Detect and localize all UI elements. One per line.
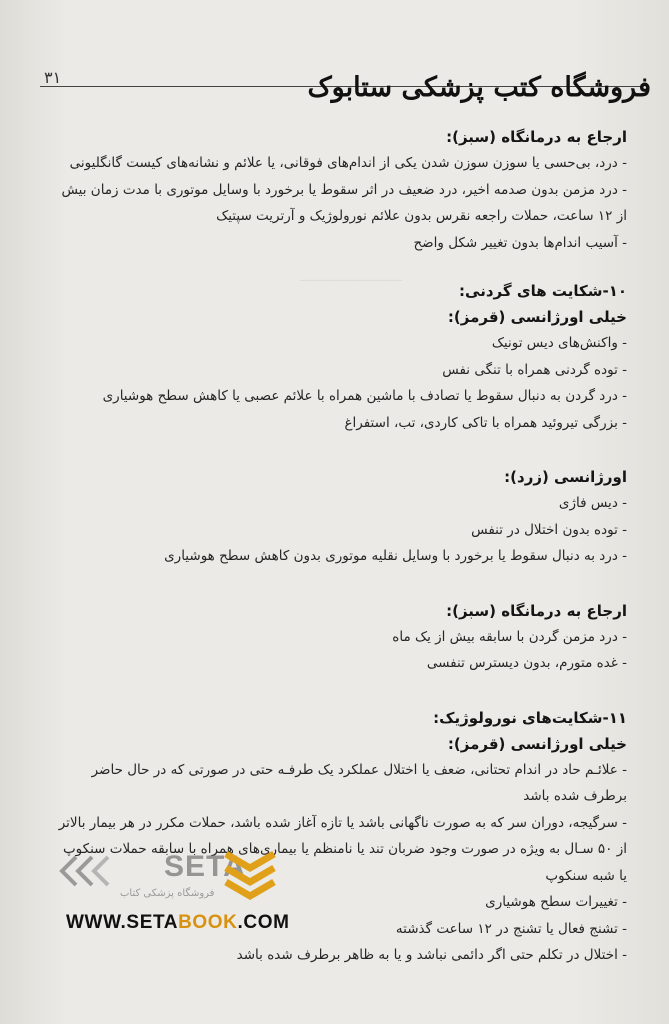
section-subheading: خیلی اورژانسی (قرمز): (447, 308, 627, 326)
text-line: - تغییرات سطح هوشیاری (485, 894, 627, 910)
text-line: - سرگیجه، دوران سر که به صورت ناگهانی باشد یا تازه آغاز شده باشد، حملات مکرر در هر بیمار بالاتر (58, 814, 627, 831)
text-line: - توده بدون اختلال در تنفس (471, 521, 627, 538)
text-line: - بزرگی تیروئید همراه با تاکی کاردی، تب، استفراغ (344, 414, 627, 431)
page-content (40, 124, 627, 969)
text-line: - درد مزمن بدون صدمه اخیر، درد ضعیف در اثر سقوط یا برخورد با وسایل موتوری با مدت زمان بیش (61, 181, 627, 198)
url-accent: BOOK (178, 912, 238, 933)
text-line: - درد، بی‌حسی یا سوزن سوزن شدن یکی از اندام‌های فوقانی، یا علائم و نشانه‌های کیست گانگلیونی (69, 155, 627, 171)
section-heading: اورژانسی (زرد): (504, 468, 627, 486)
store-title: فروشگاه کتب پزشکی ستابوک (307, 72, 651, 103)
text-line: برطرف شده باشد (523, 788, 627, 804)
text-line: - آسیب اندام‌ها بدون تغییر شکل واضح (413, 234, 627, 251)
url-suffix: .COM (237, 912, 290, 933)
text-line: - درد مزمن گردن با سابقه بیش از یک ماه (392, 628, 627, 645)
text-line: - غده متورم، بدون دیسترس تنفسی (426, 655, 627, 671)
watermark-brand-subtitle: فروشگاه پزشکی کتاب (120, 888, 215, 899)
text-line: - واکنش‌های دیس تونیک (491, 335, 627, 351)
section-heading: ارجاع به درمانگاه (سبز): (446, 601, 627, 620)
text-line: - دیس فاژی (558, 495, 627, 511)
double-chevron-icon (54, 854, 114, 888)
bleed-through-text: ـــــــــــــــــــــــــــــ (300, 270, 402, 284)
text-line: یا شبه سنکوپ (545, 867, 627, 884)
watermark-url (66, 912, 290, 934)
section-heading: ۱۱-شکایت‌های نورولوژیک: (433, 708, 627, 727)
text-line: - توده گردنی همراه با تنگی نفس (442, 361, 627, 378)
book-stack-logo-icon (222, 846, 278, 902)
text-line: از ۵۰ سـال به ویژه در صورت وجود ضربان تند یا نامنظم یا بیماری‌های همراه با سابقه حملات سنکوپ (62, 841, 627, 857)
section-subheading: خیلی اورژانسی (قرمز): (447, 734, 627, 753)
text-line: - تشنج فعال یا تشنج در ۱۲ ساعت گذشته (395, 920, 627, 937)
url-prefix: WWW.SETA (66, 912, 179, 933)
section-heading: ارجاع به درمانگاه (سبز): (446, 128, 627, 146)
text-line: - اختلال در تکلم حتی اگر دائمی نباشد و یا به ظاهر برطرف شده باشد (236, 947, 627, 963)
text-line: از ۱۲ ساعت، حملات راجعه نقرس بدون علائم نورولوژیک و آرتریت سپتیک (216, 208, 627, 224)
section-heading: ۱۰-شکایت های گردنی: (459, 282, 627, 300)
text-line: - درد گردن به دنبال سقوط یا تصادف با ماشین همراه با علائم عصبی یا کاهش سطح هوشیاری (102, 388, 627, 404)
page-number: ۳۱ (44, 68, 62, 87)
watermark-brand-name: SETA (164, 850, 246, 883)
text-line: - علائـم حاد در اندام تحتانی، ضعف یا اختلال عملکرد یک طرفـه حتی در صورتی که در حال حاضر (91, 761, 627, 778)
text-line: - درد به دنبال سقوط یا برخورد با وسایل نقلیه موتوری بدون کاهش سطح هوشیاری (164, 548, 627, 564)
